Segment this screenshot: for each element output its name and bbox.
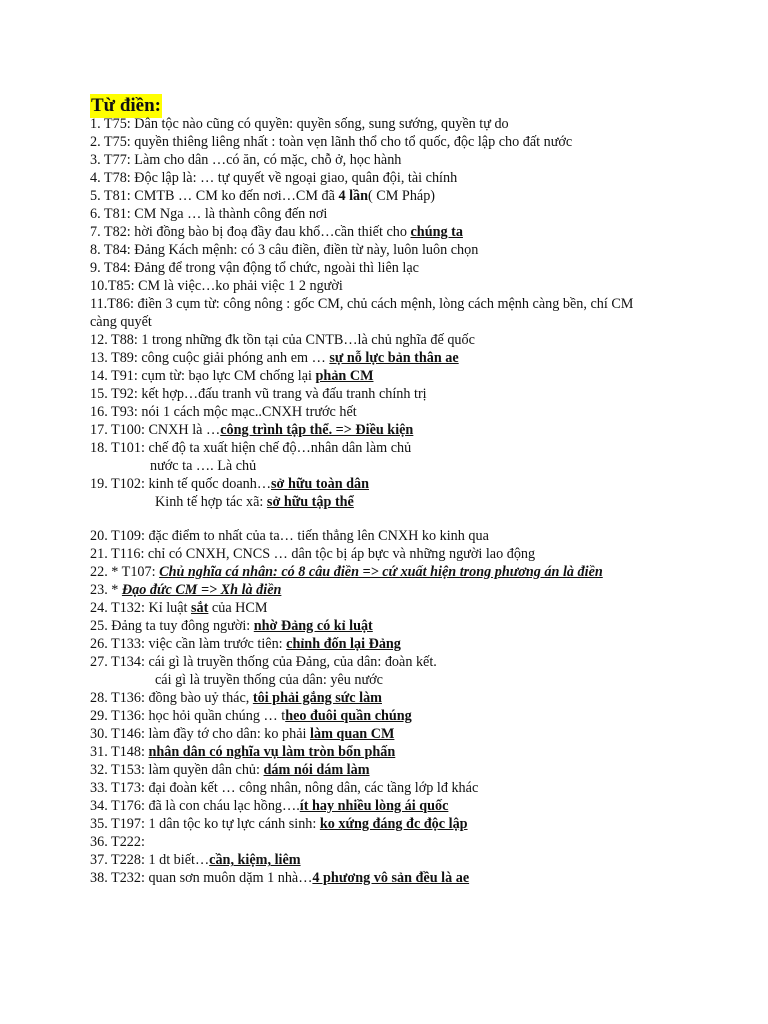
- emphasized-answer: tôi phải gắng sức làm: [252, 690, 382, 706]
- emphasized-answer: nhờ Đảng có kỉ luật: [253, 618, 373, 634]
- entry-line: [90, 314, 152, 332]
- entry-text: 20. T109: đặc điểm to nhất của ta… tiến thẳng lên CNXH ko kinh qua: [90, 528, 489, 544]
- emphasized-answer: sự nỗ lực bản thân ae: [329, 350, 459, 366]
- entry-text: 15. T92: kết hợp…đấu tranh vũ trang và đấu tranh chính trị: [90, 386, 427, 402]
- entry-text: 18. T101: chế độ ta xuất hiện chế độ…nhân dân làm chủ: [90, 440, 412, 456]
- entry-line: [90, 152, 401, 170]
- entry-text: 24. T132: Kỉ luật: [90, 600, 192, 616]
- entry-line: [155, 672, 383, 690]
- page-title: Từ điền:: [91, 95, 161, 116]
- entry-line: [90, 296, 633, 314]
- entry-line: [90, 404, 357, 422]
- entry-line: [90, 368, 374, 386]
- entry-text: nước ta …. Là chủ: [150, 458, 257, 474]
- entry-text: ( CM Pháp): [368, 188, 436, 204]
- entry-line: [90, 528, 489, 546]
- entry-line: [90, 206, 327, 224]
- entry-text: 22. * T107:: [90, 564, 160, 580]
- emphasized-answer: sắt: [191, 600, 209, 616]
- entry-text: 28. T136: đồng bào uỷ thác,: [90, 690, 253, 706]
- entry-line: [90, 440, 411, 458]
- entry-line: [90, 260, 419, 278]
- entry-line: [150, 458, 256, 476]
- entry-text: càng quyết: [90, 314, 152, 330]
- entry-text: 8. T84: Đảng Kách mệnh: có 3 câu điền, điền từ này, luôn luôn chọn: [90, 242, 479, 258]
- entry-line: [90, 582, 281, 600]
- emphasized-answer: Chủ nghĩa cá nhân: có 8 câu điền => cứ xuất hiện trong phương án là điền: [159, 564, 603, 580]
- emphasized-answer: phản CM: [315, 368, 374, 384]
- entry-line: [90, 386, 427, 404]
- entry-text: 32. T153: làm quyền dân chủ:: [90, 762, 264, 778]
- entry-line: [90, 170, 457, 188]
- entry-text: 11.T86: điền 3 cụm từ: công nông : gốc CM, chủ cách mệnh, lòng cách mệnh càng bền, chí CM: [90, 296, 634, 312]
- entry-text: cái gì là truyền thống của dân: yêu nước: [155, 672, 383, 688]
- entry-line: [90, 654, 437, 672]
- entry-line: [90, 816, 468, 834]
- entry-text: 14. T91: cụm từ: bạo lực CM chống lại: [90, 368, 316, 384]
- entry-text: 9. T84: Đảng để trong vận động tổ chức, ngoài thì liên lạc: [90, 260, 419, 276]
- entry-line: [90, 834, 145, 852]
- entry-text: 21. T116: chỉ có CNXH, CNCS … dân tộc bị áp bực và những người lao động: [90, 546, 536, 562]
- entry-line: [90, 636, 401, 654]
- entry-line: [90, 242, 478, 260]
- entry-text: 3. T77: Làm cho dân …có ăn, có mặc, chỗ ở, học hành: [90, 152, 402, 168]
- entry-text: 31. T148:: [90, 744, 149, 760]
- entry-line: [90, 690, 382, 708]
- entry-line: [90, 600, 267, 618]
- entry-text: 37. T228: 1 dt biết…: [90, 852, 210, 868]
- entry-text: 6. T81: CM Nga … là thành công đến nơi: [90, 206, 328, 222]
- entry-line: [90, 188, 435, 206]
- entry-text: 29. T136: học hỏi quần chúng … t: [90, 708, 286, 724]
- entry-text: 1. T75: Dân tộc nào cũng có quyền: quyền sống, sung sướng, quyền tự do: [90, 116, 509, 132]
- entry-line: [90, 744, 395, 762]
- entry-line: [90, 852, 301, 870]
- entry-line: [90, 762, 370, 780]
- entry-line: [90, 134, 572, 152]
- emphasized-answer: 4 phương vô sản đều là ae: [312, 870, 470, 886]
- entry-text: 5. T81: CMTB … CM ko đến nơi…CM đã: [90, 188, 339, 204]
- entry-line: [90, 726, 394, 744]
- entry-text: 35. T197: 1 dân tộc ko tự lực cánh sinh:: [90, 816, 320, 832]
- entry-line: [90, 278, 343, 296]
- entry-text: 16. T93: nói 1 cách mộc mạc..CNXH trước hết: [90, 404, 357, 420]
- emphasized-answer: chúng ta: [410, 224, 463, 240]
- entry-text: 12. T88: 1 trong những đk tồn tại của CNTB…là chủ nghĩa đế quốc: [90, 332, 475, 348]
- entry-text: 2. T75: quyền thiêng liêng nhất : toàn vẹn lãnh thổ cho tổ quốc, độc lập cho đất nước: [90, 134, 573, 150]
- entry-text: 34. T176: đã là con cháu lạc hồng….: [90, 798, 300, 814]
- entry-line: [90, 618, 373, 636]
- entry-line: [90, 798, 448, 816]
- emphasized-answer: sở hữu tập thể: [266, 494, 354, 510]
- entry-text: 30. T146: làm đầy tớ cho dân: ko phải: [90, 726, 311, 742]
- entry-text: 23. *: [90, 582, 122, 598]
- entry-text: Kinh tế hợp tác xã:: [155, 494, 267, 510]
- entry-line: [90, 422, 413, 440]
- entry-text: của HCM: [208, 600, 268, 616]
- emphasized-answer: cần, kiệm, liêm: [209, 852, 301, 868]
- emphasized-answer: nhân dân có nghĩa vụ làm tròn bổn phấn: [148, 744, 396, 760]
- entry-line: [90, 116, 509, 134]
- entry-text: 10.T85: CM là việc…ko phải việc 1 2 người: [90, 278, 343, 294]
- entry-line: [155, 494, 354, 512]
- entry-text: 19. T102: kinh tế quốc doanh…: [90, 476, 272, 492]
- entry-line: [90, 350, 459, 368]
- entry-line: [90, 332, 475, 350]
- entry-line: [90, 224, 463, 242]
- emphasized-answer: chỉnh đốn lại Đảng: [286, 636, 401, 652]
- emphasized-answer: Đạo đức CM => Xh là điền: [121, 582, 282, 598]
- entry-text: 33. T173: đại đoàn kết … công nhân, nông dân, các tầng lớp lđ khác: [90, 780, 479, 796]
- emphasized-answer: sở hữu toàn dân: [271, 476, 370, 492]
- entry-text: 26. T133: việc cần làm trước tiên:: [90, 636, 287, 652]
- entry-text: 4. T78: Độc lập là: … tự quyết về ngoại giao, quân đội, tài chính: [90, 170, 458, 186]
- entry-line: [90, 870, 469, 888]
- emphasized-answer: 4 lần: [338, 188, 369, 204]
- emphasized-answer: ít hay nhiều lòng ái quốc: [299, 798, 449, 814]
- entry-text: 7. T82: hời đồng bào bị đoạ đầy đau khổ…cần thiết cho: [90, 224, 411, 240]
- emphasized-answer: ko xứng đáng đc độc lập: [319, 816, 468, 832]
- entry-text: 27. T134: cái gì là truyền thống của Đảng, của dân: đoàn kết.: [90, 654, 437, 670]
- entry-line: [90, 780, 478, 798]
- emphasized-answer: heo đuôi quần chúng: [285, 708, 412, 724]
- emphasized-answer: làm quan CM: [310, 726, 395, 742]
- entry-text: 17. T100: CNXH là …: [90, 422, 221, 438]
- entry-line: [90, 564, 603, 582]
- emphasized-answer: dám nói dám làm: [263, 762, 370, 778]
- entry-line: [90, 546, 535, 564]
- entry-line: [90, 476, 369, 494]
- entry-text: 25. Đảng ta tuy đông người:: [90, 618, 254, 634]
- entry-text: 36. T222:: [90, 834, 145, 850]
- entry-text: 13. T89: công cuộc giải phóng anh em …: [90, 350, 330, 366]
- entry-line: [90, 708, 412, 726]
- emphasized-answer: công trình tập thể. => Điều kiện: [220, 422, 414, 438]
- entry-text: 38. T232: quan sơn muôn dặm 1 nhà…: [90, 870, 313, 886]
